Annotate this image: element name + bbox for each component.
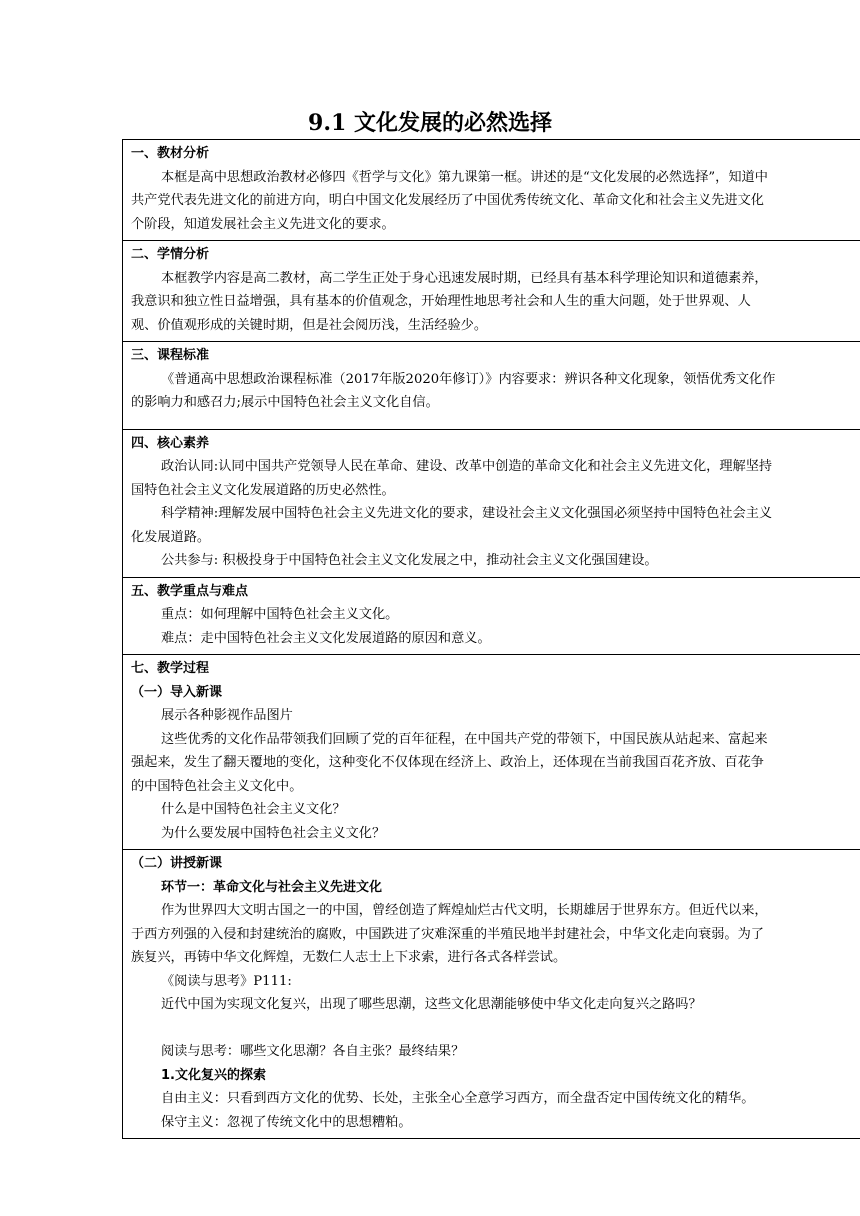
paragraph-line: 的影响力和感召力;展示中国特色社会主义文化自信。 — [131, 395, 439, 410]
blank-line — [131, 1017, 860, 1041]
paragraph-line: 族复兴，再铸中华文化辉煌，无数仁人志士上下求索，进行各式各样尝试。 — [131, 950, 567, 965]
lesson-plan-table — [122, 139, 860, 1139]
paragraph-line: 本框是高中思想政治教材必修四《哲学与文化》第九课第一框。讲述的是“文化发展的必然选择”，知道中 — [161, 169, 768, 185]
section-heading: 七、教学过程 — [131, 661, 210, 676]
paragraph-line: 《阅读与思考》P111: — [161, 973, 292, 989]
paragraph-line: 国特色社会主义文化发展道路的历史必然性。 — [131, 482, 395, 498]
section-heading: 二、学情分析 — [131, 247, 210, 262]
paragraph-line: 政治认同:认同中国共产党领导人民在革命、建设、改革中创造的革命文化和社会主义先进文化，理解坚持 — [161, 459, 773, 474]
paragraph-line: 展示各种影视作品图片 — [161, 708, 293, 723]
paragraph-line: 近代中国为实现文化复兴，出现了哪些思潮，这些文化思潮能够使中华文化走向复兴之路吗？ — [161, 997, 702, 1012]
subsection-heading: （二）讲授新课 — [131, 856, 223, 871]
paragraph-line: 本框教学内容是高二教材，高二学生正处于身心迅速发展时期，已经具有基本科学理论知识和道德素养， — [161, 270, 768, 286]
paragraph-line: 公共参与: 积极投身于中国特色社会主义文化发展之中，推动社会主义文化强国建设。 — [161, 553, 658, 568]
paragraph-line: 保守主义：忽视了传统文化中的思想糟粕。 — [161, 1114, 412, 1130]
paragraph-line: 难点：走中国特色社会主义文化发展道路的原因和意义。 — [161, 630, 491, 646]
point-title: 1.文化复兴的探索 — [161, 1067, 266, 1083]
section-new-lesson — [123, 850, 860, 1139]
paragraph-line: 《普通高中思想政治课程标准（2017年版2020年修订）》内容要求：辨识各种文化现象，领悟优秀文化作 — [161, 371, 776, 387]
paragraph-line: 个阶段，知道发展社会主义先进文化的要求。 — [131, 216, 395, 232]
section-key-points — [123, 578, 860, 656]
paragraph-line: 化发展道路。 — [131, 529, 211, 545]
paragraph-line: 科学精神:理解发展中国特色社会主义先进文化的要求，建设社会主义文化强国必须坚持中国特色社会主义 — [161, 506, 773, 521]
paragraph-line: 重点：如何理解中国特色社会主义文化。 — [161, 607, 399, 622]
section-curriculum-standard — [123, 342, 860, 430]
section-heading: 一、教材分析 — [131, 146, 210, 161]
paragraph-line: 强起来，发生了翻天覆地的变化，这种变化不仅体现在经济上、政治上，还体现在当前我国百花齐放、百花争 — [131, 755, 764, 770]
paragraph-line: 这些优秀的文化作品带领我们回顾了党的百年征程，在中国共产党的带领下，中国民族从站起来、富起来 — [161, 731, 768, 747]
section-teaching-process — [123, 655, 860, 850]
document-title: 9.1 文化发展的必然选择 — [308, 110, 552, 136]
paragraph-line: 作为世界四大文明古国之一的中国，曾经创造了辉煌灿烂古代文明，长期雄居于世界东方。但近代以来， — [161, 903, 768, 918]
paragraph-line: 共产党代表先进文化的前进方向，明白中国文化发展经历了中国优秀传统文化、革命文化和社会主义先进文化 — [131, 193, 764, 208]
section-core-literacy — [123, 430, 860, 578]
paragraph-line: 我意识和独立性日益增强，具有基本的价值观念，开始理性地思考社会和人生的重大问题，处于世界观、人 — [131, 294, 751, 309]
paragraph-line: 什么是中国特色社会主义文化？ — [161, 802, 346, 817]
subsection-heading: （一）导入新课 — [131, 684, 223, 700]
paragraph-line: 的中国特色社会主义文化中。 — [131, 778, 303, 794]
paragraph-line: 阅读与思考：哪些文化思潮？各自主张？最终结果？ — [161, 1044, 465, 1059]
paragraph-line: 自由主义：只看到西方文化的优势、长处，主张全心全意学习西方，而全盘否定中国传统文化的精华。 — [161, 1091, 755, 1106]
link-title: 环节一：革命文化与社会主义先进文化 — [161, 879, 383, 895]
section-student-analysis — [123, 241, 860, 342]
paragraph-line: 于西方列强的入侵和封建统治的腐败，中国跌进了灾难深重的半殖民地半封建社会，中华文化走向衰弱。为了 — [131, 926, 764, 942]
section-textbook-analysis — [123, 140, 860, 241]
paragraph-line: 观、价值观形成的关键时期，但是社会阅历浅，生活经验少。 — [131, 317, 488, 333]
section-heading: 三、课程标准 — [131, 348, 210, 363]
section-heading: 五、教学重点与难点 — [131, 583, 249, 599]
paragraph-line: 为什么要发展中国特色社会主义文化？ — [161, 825, 386, 841]
section-heading: 四、核心素养 — [131, 435, 210, 451]
